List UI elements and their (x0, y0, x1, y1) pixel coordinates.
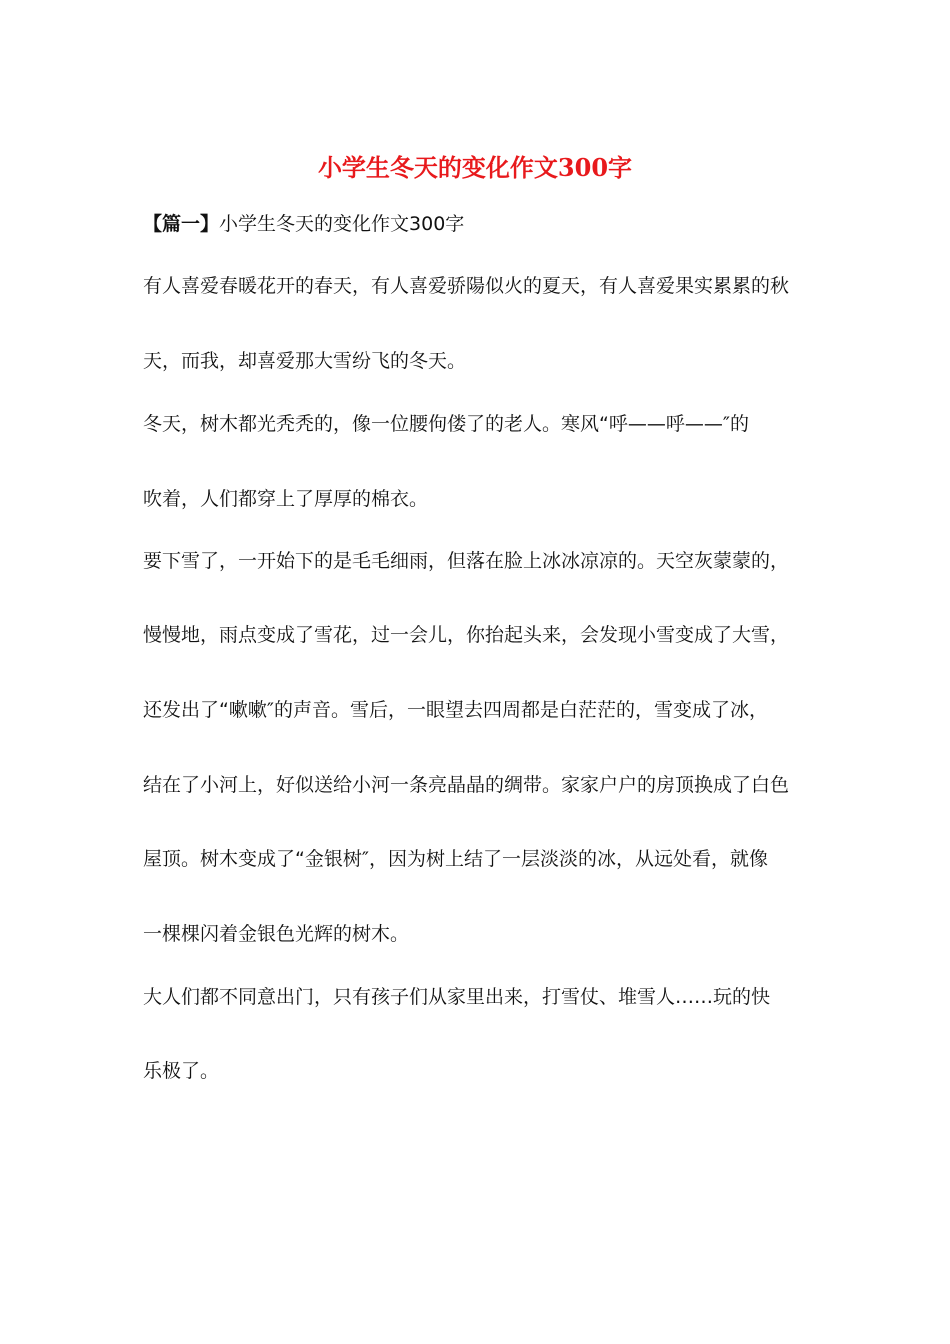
paragraph-line-4: 吹着，人们都穿上了厚厚的棉衣。 (143, 488, 429, 510)
paragraph-line-1: 有人喜爱春暖花开的春天，有人喜爱骄陽似火的夏天，有人喜爱果实累累的秋 (143, 275, 790, 297)
paragraph-line-9: 屋顶。树木变成了“金银树″，因为树上结了一层淡淡的冰，从远处看，就像 (143, 848, 768, 870)
paragraph-line-10: 一棵棵闪着金银色光辉的树木。 (143, 923, 410, 945)
document-title: 小学生冬天的变化作文300字 (317, 153, 633, 182)
paragraph-line-2: 天，而我，却喜爱那大雪纷飞的冬天。 (143, 350, 467, 372)
section-heading (143, 210, 464, 238)
paragraph-line-7: 还发出了“嗽嗽″的声音。雪后，一眼望去四周都是白茫茫的，雪变成了冰， (143, 699, 768, 721)
paragraph-line-3: 冬天，树木都光秃秃的，像一位腰佝偻了的老人。寒风“呼——呼——″的 (143, 413, 749, 435)
paragraph-line-5: 要下雪了，一开始下的是毛毛细雨，但落在脸上冰冰凉凉的。天空灰蒙蒙的， (143, 550, 790, 572)
section-label: 【篇一】 (143, 213, 220, 235)
section-heading-text: 小学生冬天的变化作文300字 (219, 213, 465, 235)
paragraph-line-8: 结在了小河上，好似送给小河一条亮晶晶的绸带。家家户户的房顶换成了白色 (143, 774, 790, 796)
paragraph-line-12: 乐极了。 (143, 1060, 220, 1082)
paragraph-line-11: 大人们都不同意出门，只有孩子们从家里出来，打雪仗、堆雪人……玩的快 (143, 986, 771, 1008)
paragraph-line-6: 慢慢地，雨点变成了雪花，过一会儿，你抬起头来，会发现小雪变成了大雪， (143, 624, 790, 646)
